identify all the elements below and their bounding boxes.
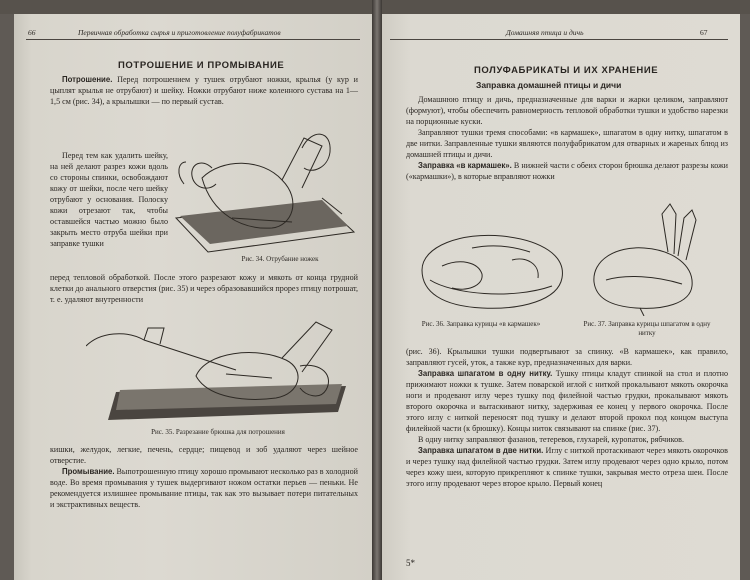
figure-34-caption: Рис. 34. Отрубание ножек xyxy=(241,255,319,263)
left-header-rule xyxy=(26,39,360,40)
right-subtitle: Заправка домашней птицы и дичи xyxy=(476,80,622,90)
two-thread-term: Заправка шпагатом в две нитки. xyxy=(418,446,544,455)
washing-term: Промывание. xyxy=(62,467,115,476)
figure-34-illustration xyxy=(172,118,358,258)
right-page-number: 67 xyxy=(700,28,708,37)
left-paragraph-c: перед тепловой обработкой. После этого разрезают кожу и мякоть от конца грудной клетки до анального отверстия (рис. 35) и через образовавшийся прорез птицу потрошат, т. е. удаляют внутренности xyxy=(50,273,358,304)
figure-35-illustration xyxy=(86,316,350,424)
right-text-bottom: (рис. 36). Крылышки тушки подвертывают за спинку. «В кармашек», как правило, заправляют гусей, уток, а также кур, предназначенных для варки. Заправка шпагатом в одну нитку. Тушку птицы кладут спинкой на стол и плотно прижимают ножки к тушке. Затем поварской иглой с ниткой прокалывают мякоть окорочка ноги и продевают иглу через тушку под филейной частью грудки, прокалывают мякоть второго окорочка и вытаскивают нитку, задерживая ее конец у первого окорочка. После этого иглу с ниткой переносят под тушку и делают второй прокол под концом выступа филейной части (к брюшку). Концы ниток связывают на спинке (рис. 37). В одну нитку заправляют фазанов, тетеревов, глухарей, куропаток, рябчиков. Заправка шпагатом в две нитки. Иглу с ниткой протаскивают через мякоть окорочков и через тушку над филейной частью грудки. Затем иглу продевают через одно крыло, потом через кожу шеи, которую прикрепляют к спинке тушки, закрывая место отреза шеи. После этого иглу продевают через второе крыло. Первый конец xyxy=(406,347,728,488)
right-header-rule xyxy=(390,39,728,40)
gutting-text: Перед потрошением у тушек отрубают ножки, крылья (у кур и цыплят крылья не отрубают) и шейку. Ножки отрубают ниже коленного сустава на 1—1,5 см (рис. 34), а крылышки — по первый сустав. xyxy=(50,75,358,106)
figure-36-caption: Рис. 36. Заправка курицы «в кармашек» xyxy=(421,320,541,328)
pocket-text: В нижней части с обеих сторон брюшка делают разрезы кожи («кармашки»), в которые вправляют ножки xyxy=(406,161,728,181)
signature-mark: 5* xyxy=(406,558,415,568)
figure-36-illustration xyxy=(412,220,572,316)
right-page xyxy=(382,14,740,580)
one-thread-text: Тушку птицы кладут спинкой на стол и плотно прижимают ножки к тушке. Затем поварской иглой с ниткой прокалывают мякоть окорочка ноги и продевают иглу через тушку под филейной частью грудки, прокалывают мякоть второго окорочка и вытаскивают нитку, задерживая ее конец у первого окорочка. После этого иглу с ниткой переносят под тушку и делают второй прокол под концом выступа филейной части (к брюшку). Концы ниток связывают на спинке (рис. 37). xyxy=(406,369,728,433)
left-paragraph-b: Перед тем как удалить шейку, на ней делают разрез кожи вдоль со стороны спинки, освобождают кожу от шейки, после чего шейку отрубают у основания. Полоску кожи отрезают так, чтобы оставшейся частью можно было закрыть место отруба шейки при заправке тушки xyxy=(50,151,168,248)
left-running-head: Первичная обработка сырья и приготовление полуфабрикатов xyxy=(78,28,281,37)
left-page xyxy=(14,14,372,580)
pocket-term: Заправка «в кармашек». xyxy=(418,161,512,170)
right-section-title: ПОЛУФАБРИКАТЫ И ИХ ХРАНЕНИЕ xyxy=(474,65,659,76)
gutting-term: Потрошение. xyxy=(62,75,113,84)
book-gutter xyxy=(372,0,382,580)
right-text-top: Домашнюю птицу и дичь, предназначенные для варки и жарки целиком, заправляют (формуют), чтобы обеспечить равномерность тепловой обработки тушки и удобство нарезки на порционные куски. Заправляют тушки тремя способами: «в кармашек», шпагатом в одну нитку, шпагатом в две нитки. Заправленные тушки являются полуфабрикатом для отварных и жареных блюд из домашней птицы и дичи. Заправка «в кармашек». В нижней части с обеих сторон брюшка делают разрезы кожи («кармашки»), в которые вправляют ножки xyxy=(406,95,728,181)
figure-37-caption: Рис. 37. Заправка курицы шпагатом в одну нитку xyxy=(583,320,711,337)
figure-35-caption: Рис. 35. Разрезание брюшка для потрошения xyxy=(151,428,285,436)
right-running-head: Домашняя птица и дичь xyxy=(506,28,584,37)
washing-text: Выпотрошенную птицу хорошо промывают несколько раз в холодной воде. Во время промывания у тушек выдергивают ножом остатки перьев — пеньки. Не рекомендуется излишнее промывание птицы, так как это вызывает потери питательных и экстрактивных веществ. xyxy=(50,467,358,509)
two-thread-text: Иглу с ниткой протаскивают через мякоть окорочков и через тушку над филейной частью грудки. Затем иглу продевают через одно крыло, потом через кожу шеи, которую прикрепляют к спинке тушки, закрывая место отреза шеи. После этого иглу продевают через второе крыло. Первый конец xyxy=(406,446,728,488)
left-page-number: 66 xyxy=(28,28,36,37)
left-paragraph-d: кишки, желудок, легкие, печень, сердце; пищевод и зоб удаляют через шейное отверстие. Промывание. Выпотрошенную птицу хорошо промывают несколько раз в холодной воде. Во время промывания у тушек выдергивают ножом остатки перьев — пеньки. Не рекомендуется излишнее промывание птицы, так как это вызывает потери питательных и экстрактивных веществ. xyxy=(50,445,358,509)
one-thread-term: Заправка шпагатом в одну нитку. xyxy=(418,369,553,378)
left-section-title: ПОТРОШЕНИЕ И ПРОМЫВАНИЕ xyxy=(118,60,285,71)
left-paragraph-a xyxy=(50,74,358,107)
figure-37-illustration xyxy=(586,200,706,316)
